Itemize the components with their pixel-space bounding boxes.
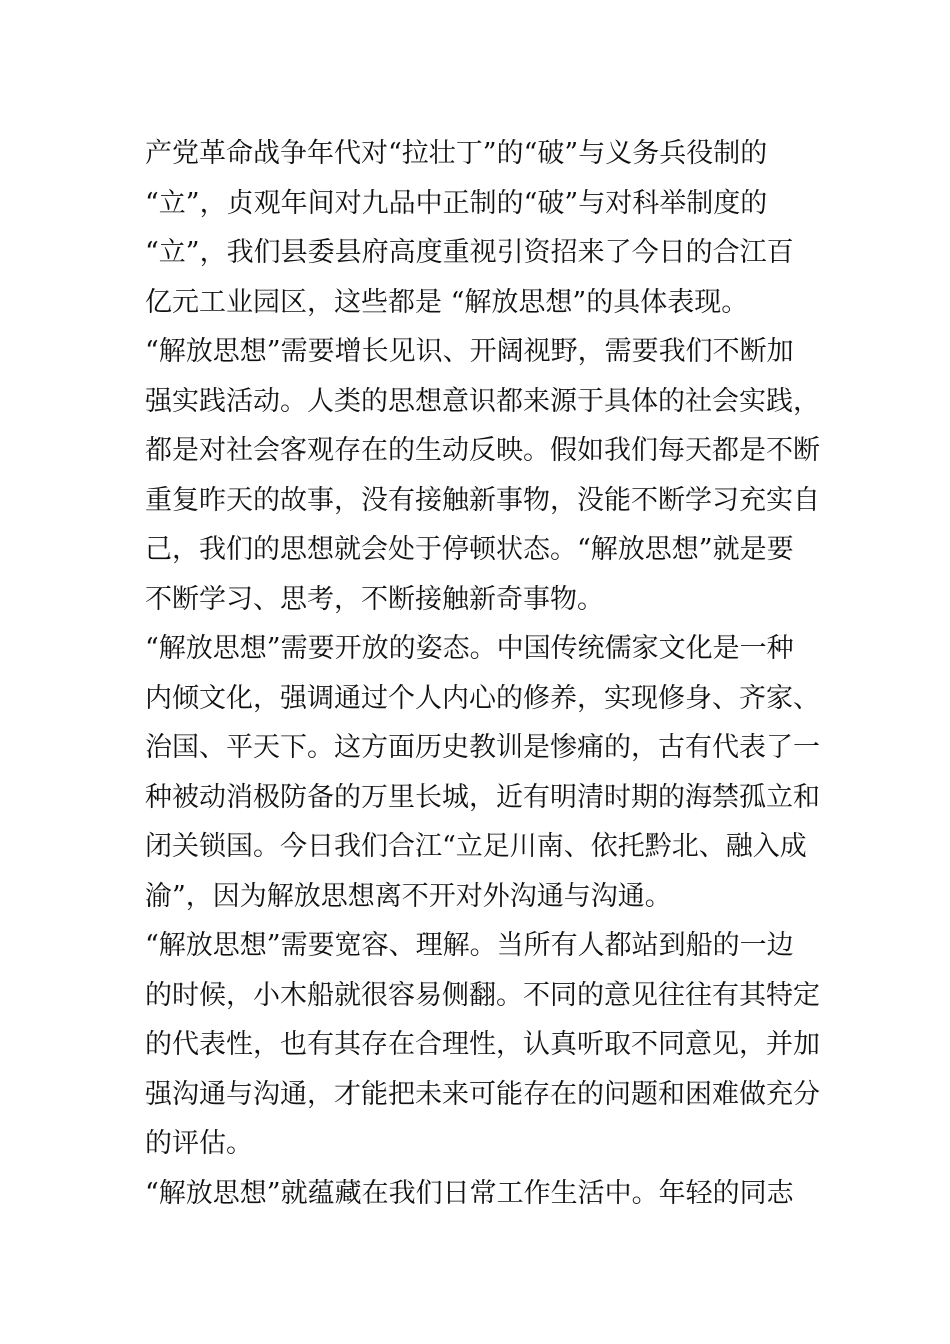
text-line: “解放思想”需要开放的姿态。中国传统儒家文化是一种	[145, 633, 794, 664]
text-line: 的评估。	[145, 1128, 253, 1159]
document-body-text	[145, 129, 820, 1218]
text-line: 闭关锁国。今日我们合江“立足川南、依托黔北、融入成	[145, 831, 807, 862]
text-line: 种被动消极防备的万里长城，近有明清时期的海禁孤立和	[145, 781, 820, 813]
text-line: “解放思想”需要增长见识、开阔视野，需要我们不断加	[145, 336, 794, 367]
text-line: “立”，我们县委县府高度重视引资招来了今日的合江百	[145, 237, 794, 268]
text-line: 内倾文化，强调通过个人内心的修养，实现修身、齐家、	[145, 682, 820, 714]
text-line: 重复昨天的故事，没有接触新事物，没能不断学习充实自	[145, 484, 820, 516]
text-line: 的代表性，也有其存在合理性，认真听取不同意见，并加	[145, 1029, 820, 1060]
text-line: 强沟通与沟通，才能把未来可能存在的问题和困难做充分	[145, 1078, 820, 1110]
text-line: 渝”，因为解放思想离不开对外沟通与沟通。	[145, 880, 672, 912]
text-line: “解放思想”就蕴藏在我们日常工作生活中。年轻的同志	[145, 1177, 794, 1209]
text-line: 亿元工业园区，这些都是 “解放思想”的具体表现。	[145, 286, 749, 318]
text-line: 己，我们的思想就会处于停顿状态。“解放思想”就是要	[145, 534, 794, 565]
text-line: “立”，贞观年间对九品中正制的“破”与对科举制度的	[145, 187, 768, 219]
text-line: 强实践活动。人类的思想意识都来源于具体的社会实践，	[145, 385, 820, 417]
text-line: 都是对社会客观存在的生动反映。假如我们每天都是不断	[145, 435, 820, 466]
text-line: 产党革命战争年代对“拉壮丁”的“破”与义务兵役制的	[145, 138, 768, 169]
text-line: 的时候，小木船就很容易侧翻。不同的意见往往有其特定	[145, 979, 820, 1011]
text-line: 不断学习、思考，不断接触新奇事物。	[145, 583, 604, 615]
text-line: “解放思想”需要宽容、理解。当所有人都站到船的一边	[145, 930, 794, 961]
text-line: 治国、平天下。这方面历史教训是惨痛的，古有代表了一	[145, 732, 820, 763]
